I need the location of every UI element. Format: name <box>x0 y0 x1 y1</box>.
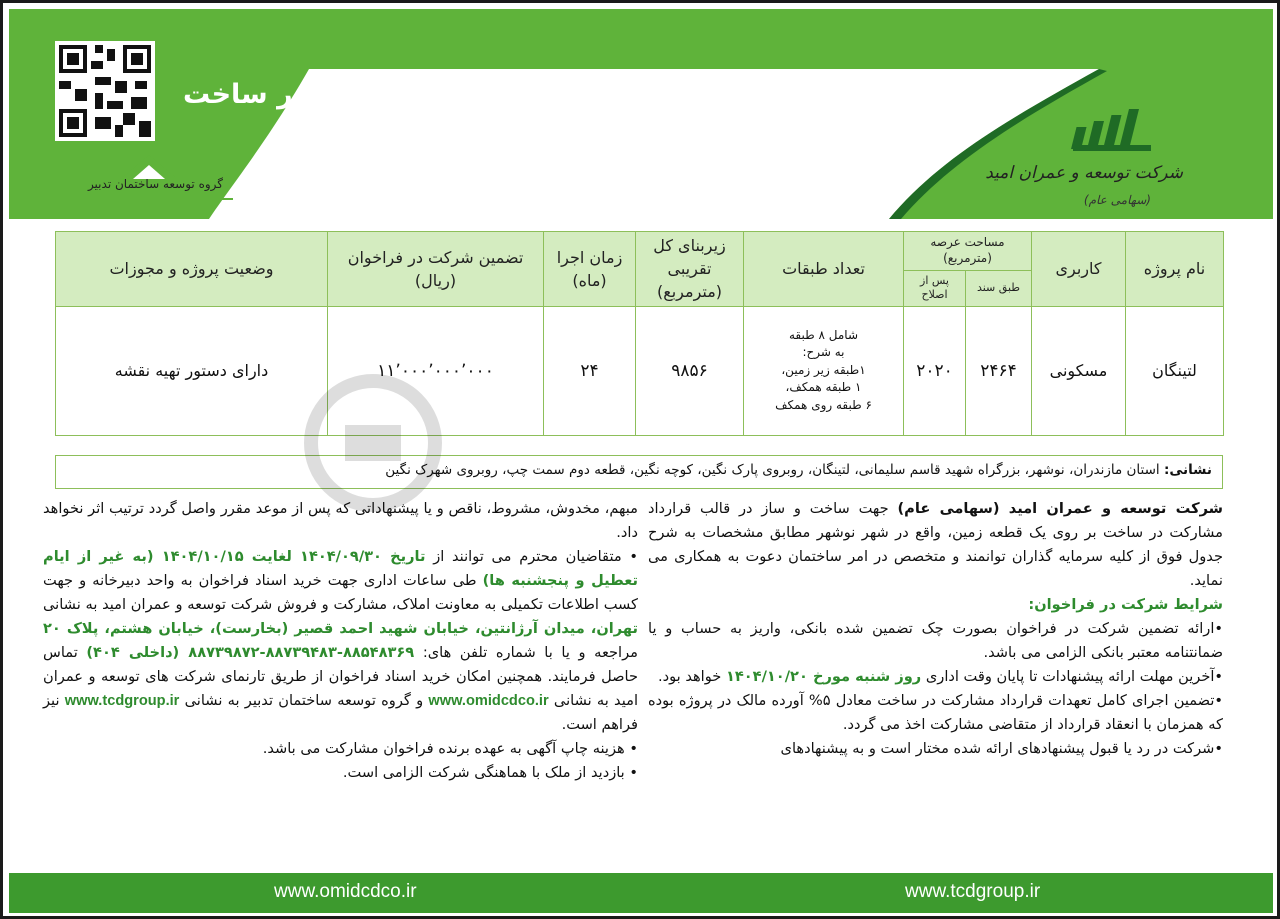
deadline-text: •آخرین مهلت ارائه پیشنهادات تا پایان وقت اداری <box>925 668 1223 685</box>
table-header-row <box>56 232 1224 271</box>
project-table <box>55 231 1224 436</box>
table-row <box>56 306 1224 435</box>
header-area-deed: طبق سند <box>966 270 1032 306</box>
header-built-area: زیربنای کل تقریبی (مترمربع) <box>636 232 744 307</box>
cell-floors <box>744 306 904 435</box>
deadline-date: روز شنبه مورخ ۱۴۰۴/۱۰/۲۰ <box>725 668 922 685</box>
floors-line: به شرح: <box>802 345 845 360</box>
conditions-heading: شرایط شرکت در فراخوان: <box>1028 596 1223 613</box>
floors-line: ۶ طبقه روی همکف <box>775 397 872 412</box>
office-address: تهران، میدان آرژانتین، خیابان شهید احمد قصیر (بخارست)، خیابان هشتم، پلاک ۲۰ <box>43 620 638 637</box>
project-address <box>55 455 1223 489</box>
footer-link-omid[interactable]: www.omidcdco.ir <box>274 881 417 902</box>
page-title: فراخوان دعوت به مشارکت در ساخت <box>183 79 674 110</box>
purchase-text: نیز فراهم است. <box>43 692 638 733</box>
purchase-text: تماس حاصل فرمایند. همچنین امکان خرید اسناد فراخوان از طریق تارنمای شرکت های توسعه و عمران امید به نشانی <box>43 644 638 709</box>
visit-note: • بازدید از ملک با هماهنگی شرکت الزامی است. <box>342 764 638 781</box>
website-link-omid[interactable]: www.omidcdco.ir <box>428 693 549 709</box>
condition-item: •ارائه تضمین شرکت در فراخوان بصورت چک تضمین شده بانکی، واریز به حساب و یا ضمانتنامه معتبر بانکی الزامی می باشد. <box>648 620 1223 661</box>
intro-text: جهت ساخت و ساز در قالب قرارداد مشارکت در ساخت بر روی یک قطعه زمین، واقع در شهر نوشهر مطابق مشخصات به شرح جدول فوق از کلیه سرمایه گذاران توانمند و متخصص در امر ساختمان دعوت به همکاری می نماید. <box>648 500 1223 589</box>
floors-line: شامل ۸ طبقه <box>789 328 858 343</box>
phone-numbers: ۸۸۵۴۸۳۶۹-۸۸۷۳۹۴۸۳-۸۸۷۳۹۸۷۲ (داخلی ۴۰۴) <box>86 644 415 661</box>
header-area-after: پس از اصلاح <box>904 270 966 306</box>
condition-item: •شرکت در رد یا قبول پیشنهادهای ارائه شده مختار است و به پیشنهادهای <box>780 740 1223 757</box>
qr-code-icon <box>55 41 155 141</box>
intro-paragraph <box>648 497 1223 593</box>
omid-company-logo <box>985 101 1203 221</box>
header-duration: زمان اجرا (ماه) <box>544 232 636 307</box>
header-floors: تعداد طبقات <box>744 232 904 307</box>
purchase-text: و گروه توسعه ساختمان تدبیر به نشانی <box>184 692 424 709</box>
header-area: مساحت عرصه (مترمربع) <box>904 232 1032 271</box>
cell-status: دارای دستور تهیه نقشه <box>56 306 328 435</box>
address-label: نشانی: <box>1163 462 1212 478</box>
left-text-column <box>43 497 638 785</box>
footer-link-tcd[interactable]: www.tcdgroup.ir <box>905 881 1041 902</box>
purchase-text: • متقاضیان محترم می توانند از <box>433 548 638 565</box>
website-link-tcd[interactable]: www.tcdgroup.ir <box>64 693 180 709</box>
cell-duration: ۲۴ <box>544 306 636 435</box>
purchase-paragraph <box>43 545 638 737</box>
omid-logo-name: شرکت توسعه و عمران امید <box>985 163 1183 183</box>
tadbir-logo-text: گروه توسعه ساختمان تدبیر <box>87 177 223 191</box>
purchase-text: طی ساعات اداری جهت خرید اسناد فراخوان به واحد دبیرخانه و جهت کسب اطلاعات تکمیلی به معاونت املاک، مشارکت و فروش شرکت توسعه و عمران امید به نشانی <box>43 572 638 613</box>
header-usage: کاربری <box>1032 232 1126 307</box>
right-text-column <box>648 497 1223 761</box>
footer-bar <box>9 873 1273 913</box>
intro-company: شرکت توسعه و عمران امید (سهامی عام) <box>897 500 1223 517</box>
cell-usage: مسکونی <box>1032 306 1126 435</box>
cell-area-after: ۲۰۲۰ <box>904 306 966 435</box>
cell-guarantee: ۱۱٬۰۰۰٬۰۰۰٬۰۰۰ <box>328 306 544 435</box>
tadbir-group-logo <box>53 155 253 215</box>
cell-area-deed: ۲۴۶۴ <box>966 306 1032 435</box>
condition-continuation: مبهم، مخدوش، مشروط، ناقص و یا پیشنهاداتی که پس از موعد مقرر واصل گردد ترتیب اثر نخواهد داد. <box>43 500 638 541</box>
cost-note: • هزینه چاپ آگهی به عهده برنده فراخوان مشارکت می باشد. <box>262 740 638 757</box>
header-project-name: نام پروژه <box>1126 232 1224 307</box>
omid-logo-sub: (سهامی عام) <box>1083 193 1151 207</box>
condition-item <box>648 665 1223 689</box>
floors-line: ۱طبقه زیر زمین، <box>781 362 866 377</box>
floors-line: ۱ طبقه همکف، <box>785 380 862 395</box>
purchase-dates: تاریخ ۱۴۰۴/۰۹/۳۰ لغایت ۱۴۰۴/۱۰/۱۵ (به غیر از ایام تعطیل و پنجشنبه ها) <box>43 548 638 589</box>
header-status: وضعیت پروژه و مجوزات <box>56 232 328 307</box>
cell-built-area: ۹۸۵۶ <box>636 306 744 435</box>
condition-item: •تضمین اجرای کامل تعهدات قرارداد مشارکت در ساخت معادل ۵% آورده مالک در پروژه بوده که همزمان با انعقاد قرارداد از متقاضی مشارکت اخذ می گردد. <box>648 692 1223 733</box>
purchase-text: مراجعه و یا با شماره تلفن های: <box>422 644 638 661</box>
deadline-end: خواهد بود. <box>657 668 722 685</box>
cell-project-name: لتینگان <box>1126 306 1224 435</box>
header-guarantee: تضمین شرکت در فراخوان (ریال) <box>328 232 544 307</box>
address-text: استان مازندران، نوشهر، بزرگراه شهید قاسم سلیمانی، لتینگان، روبروی پارک نگین، کوچه نگین، قطعه دوم سمت چپ، روبروی شهرک نگین <box>385 462 1160 478</box>
